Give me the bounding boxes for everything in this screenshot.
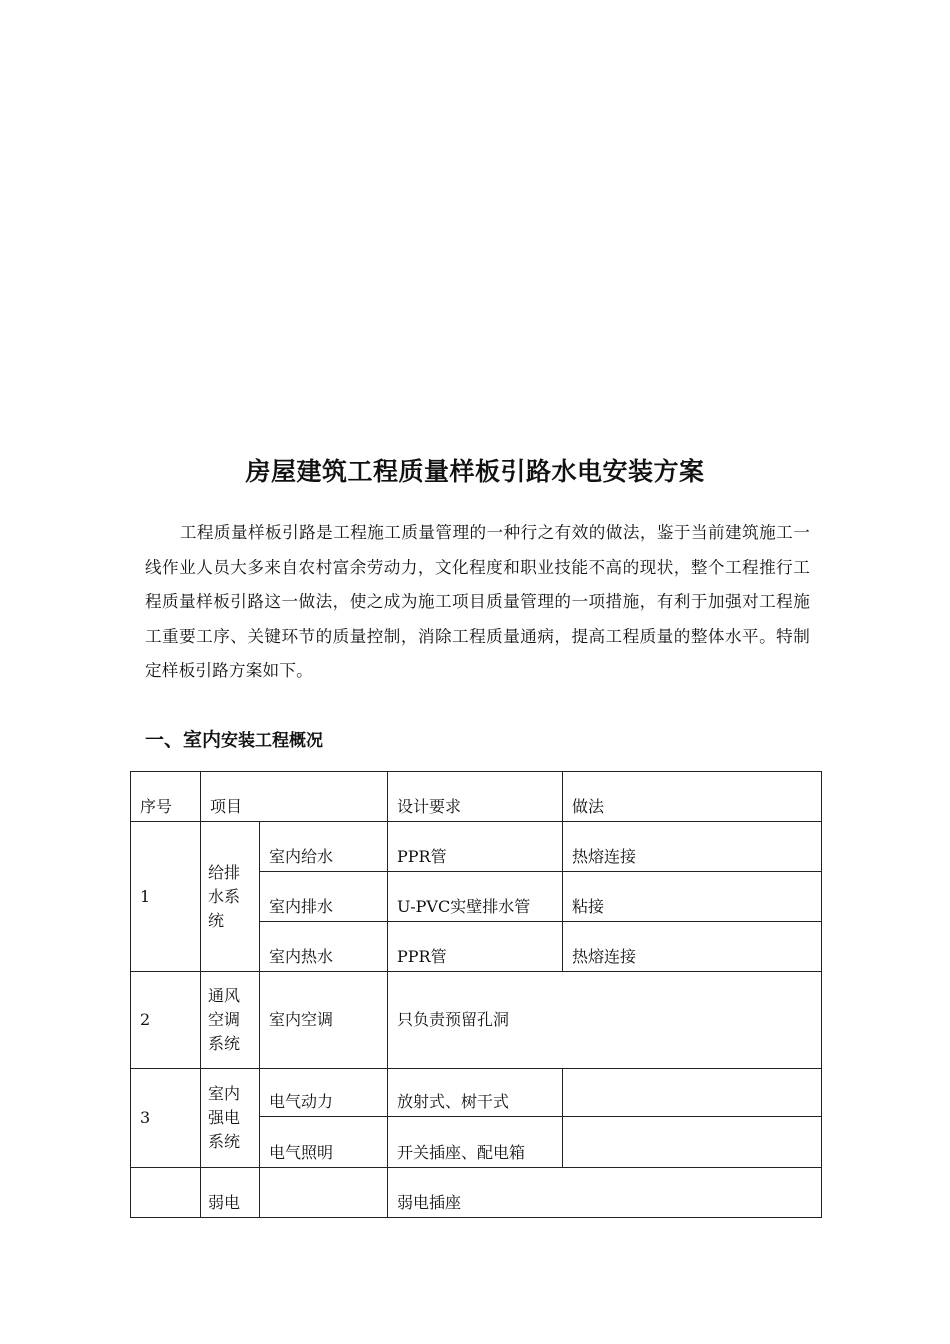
group1-row1-sub: 室内给水 — [260, 822, 388, 872]
group3-row2-sub: 电气照明 — [260, 1117, 388, 1168]
group3-system: 室内强电系统 — [201, 1069, 260, 1168]
group2-requirement: 只负责预留孔洞 — [388, 972, 822, 1069]
group2-sub: 室内空调 — [260, 972, 388, 1069]
group3-no: 3 — [131, 1069, 201, 1168]
table-header-row — [131, 772, 822, 822]
intro-paragraph: 工程质量样板引路是工程施工质量管理的一种行之有效的做法，鉴于当前建筑施工一线作业人员大多来自农村富余劳动力，文化程度和职业技能不高的现状，整个工程推行工程质量样板引路这一做法，使之成为施工项目质量管理的一项措施，有利于加强对工程施工重要工序、关键环节的质量控制，消除工程质量通病，提高工程质量的整体水平。特制定样板引路方案如下。 — [145, 523, 810, 680]
group1-row2-requirement: U-PVC实壁排水管 — [388, 872, 563, 922]
group2-system: 通风空调系统 — [201, 972, 260, 1069]
group4-system: 弱电 — [201, 1168, 260, 1218]
table-row — [131, 972, 822, 1069]
group3-row2-requirement: 开关插座、配电箱 — [388, 1117, 563, 1168]
group1-row2-sub: 室内排水 — [260, 872, 388, 922]
section-heading-rest: 安装工程概况 — [221, 731, 324, 751]
table-row — [131, 1069, 822, 1117]
group3-row1-requirement: 放射式、树干式 — [388, 1069, 563, 1117]
group3-row1-sub: 电气动力 — [260, 1069, 388, 1117]
table-row — [131, 1168, 822, 1218]
table-row — [131, 822, 822, 872]
group1-no: 1 — [131, 822, 201, 972]
installation-overview-table — [130, 771, 822, 1218]
group1-row3-sub: 室内热水 — [260, 922, 388, 972]
group4-requirement: 弱电插座 — [388, 1168, 822, 1218]
document-title: 房屋建筑工程质量样板引路水电安装方案 — [245, 457, 705, 486]
group3-row2-method — [563, 1117, 822, 1168]
group1-row1-method: 热熔连接 — [563, 822, 822, 872]
group1-row1-requirement: PPR管 — [388, 822, 563, 872]
group2-no: 2 — [131, 972, 201, 1069]
group1-row3-requirement: PPR管 — [388, 922, 563, 972]
group1-row2-method: 粘接 — [563, 872, 822, 922]
section-heading — [145, 725, 323, 752]
header-no: 序号 — [131, 772, 201, 822]
group3-row1-method — [563, 1069, 822, 1117]
group1-row3-method: 热熔连接 — [563, 922, 822, 972]
header-requirement: 设计要求 — [388, 772, 563, 822]
section-heading-lead: 一、室内 — [145, 729, 222, 751]
group4-no — [131, 1168, 201, 1218]
header-item: 项目 — [201, 772, 388, 822]
group4-sub — [260, 1168, 388, 1218]
group1-system: 给排水系统 — [201, 822, 260, 972]
header-method: 做法 — [563, 772, 822, 822]
